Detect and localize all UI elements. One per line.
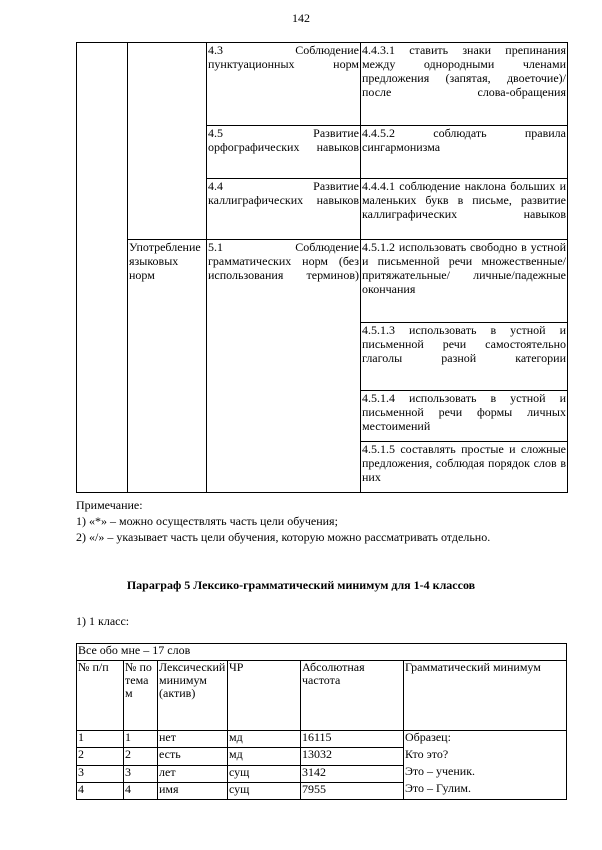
section-label-cell: Употребление языковых норм <box>128 240 207 493</box>
table-cell: нет <box>158 731 228 748</box>
table-cell: 7955 <box>301 782 404 799</box>
lexical-minimum-table <box>76 643 567 800</box>
section-heading: Параграф 5 Лексико-грамматический минимум для 1-4 классов <box>126 578 476 592</box>
column-header: № по тема м <box>124 661 158 731</box>
page-number: 142 <box>292 11 310 25</box>
goal-cell: 4.4.4.1 соблюдение наклона больших и маленьких букв в письме, развитие каллиграфических навыков <box>361 179 568 240</box>
table-row <box>77 731 567 748</box>
grammar-line: Это – Гулим. <box>405 781 471 795</box>
table-cell: сущ <box>228 765 301 782</box>
class-subheading: 1) 1 класс: <box>76 614 130 628</box>
goal-cell: 4.5.1.4 использовать в устной и письменной речи формы личных местоимений <box>361 391 568 442</box>
column-header: Лексический минимум (актив) <box>158 661 228 731</box>
goal-cell: 4.5.1.5 составлять простые и сложные предложения, соблюдая порядок слов в них <box>361 442 568 493</box>
table-cell: 4 <box>77 782 124 799</box>
column-header: ЧР <box>228 661 301 731</box>
table-cell: 2 <box>77 748 124 765</box>
table-row <box>77 240 568 323</box>
topic-cell: 4.5 Развитие орфографических навыков <box>207 126 361 179</box>
column-header: Абсолютная частота <box>301 661 404 731</box>
table-cell: есть <box>158 748 228 765</box>
learning-goals-table <box>76 42 568 493</box>
table-cell: 3142 <box>301 765 404 782</box>
topic-cell: 4.4 Развитие каллиграфических навыков <box>207 179 361 240</box>
table-cell: 4 <box>124 782 158 799</box>
column-header: Грамматический минимум <box>404 661 567 731</box>
table-cell: мд <box>228 748 301 765</box>
goal-cell: 4.4.5.2 соблюдать правила сингармонизма <box>361 126 568 179</box>
grammar-line: Кто это? <box>405 747 449 761</box>
section-topic-cell: 5.1 Соблюдение грамматических норм (без использования терминов) <box>207 240 361 493</box>
goal-cell: 4.5.1.2 использовать свободно в устной и письменной речи множественные/ притяжательные/ личные/падежные окончания <box>361 240 568 323</box>
column-header: № п/п <box>77 661 124 731</box>
goal-cell: 4.5.1.3 использовать в устной и письменной речи самостоятельно глаголы разной категории <box>361 323 568 391</box>
topic-cell: 4.3 Соблюдение пунктуационных норм <box>207 43 361 126</box>
table-caption-row <box>77 644 567 661</box>
grammar-line: Образец: <box>405 730 451 744</box>
table-cell: 16115 <box>301 731 404 748</box>
table-cell: 3 <box>77 765 124 782</box>
table-cell: 1 <box>77 731 124 748</box>
grammar-cell <box>404 731 567 800</box>
table-cell: 13032 <box>301 748 404 765</box>
table-cell: имя <box>158 782 228 799</box>
note-item: 2) «/» – указывает часть цели обучения, которую можно рассматривать отдельно. <box>76 530 491 544</box>
table-caption: Все обо мне – 17 слов <box>77 644 567 661</box>
table-cell: 3 <box>124 765 158 782</box>
goal-cell: 4.4.3.1 ставить знаки препинания между однородными членами предложения (запятая, двоеточие)/ после слова-обращения <box>361 43 568 126</box>
table-cell: мд <box>228 731 301 748</box>
table-cell: 1 <box>124 731 158 748</box>
table-cell: 2 <box>124 748 158 765</box>
table-cell: лет <box>158 765 228 782</box>
table-row <box>77 43 568 126</box>
table-cell <box>128 43 207 240</box>
table-header-row <box>77 661 567 731</box>
note-item: 1) «*» – можно осуществлять часть цели обучения; <box>76 514 338 528</box>
note-title: Примечание: <box>76 498 143 512</box>
table-cell: сущ <box>228 782 301 799</box>
table-cell <box>77 43 128 493</box>
grammar-line: Это – ученик. <box>405 764 476 778</box>
